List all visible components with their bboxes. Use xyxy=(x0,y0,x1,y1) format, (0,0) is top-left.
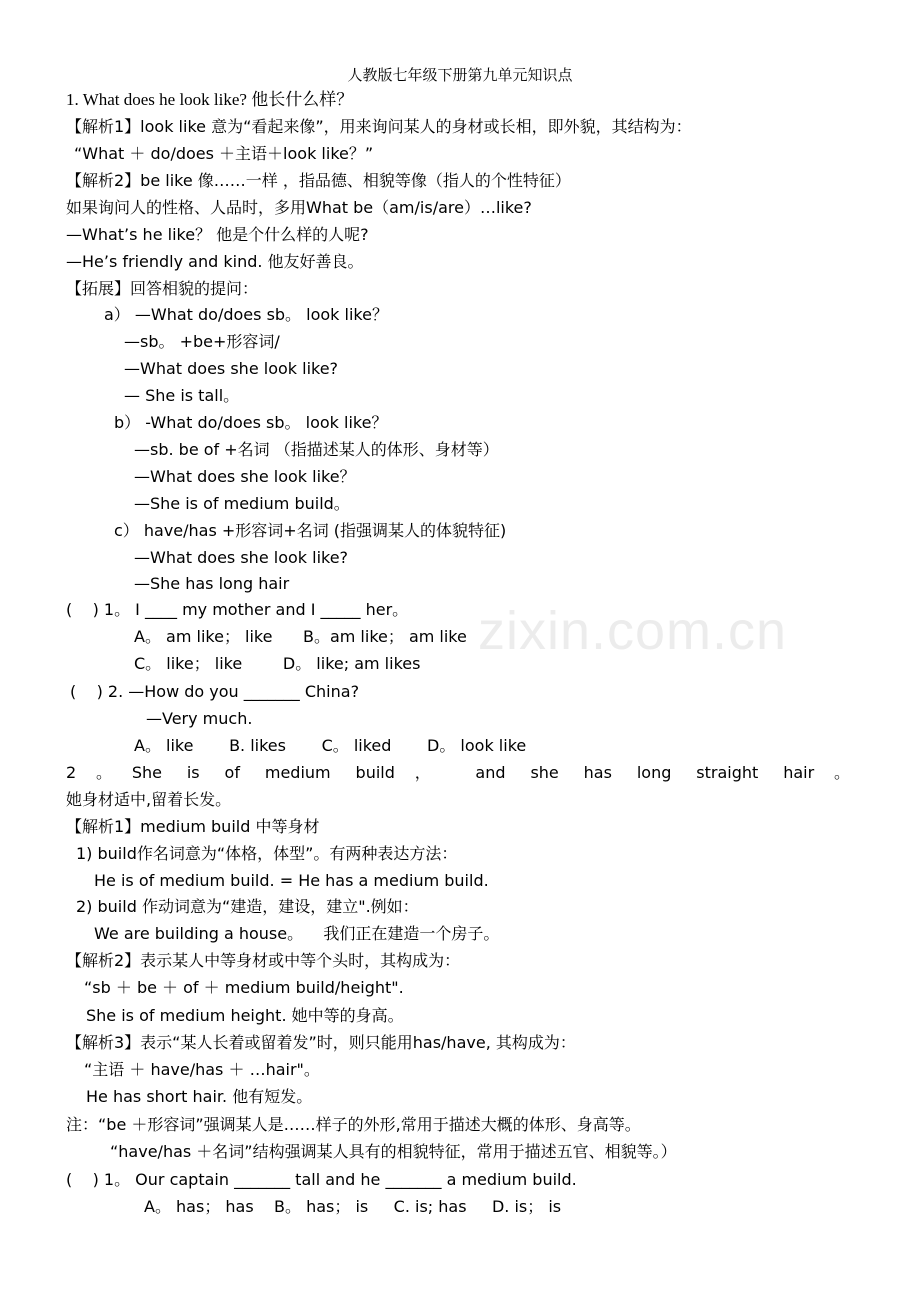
analysis-2-line: 【解析2】be like 像……一样 ，指品德、相貌等像（指人的个性特征） xyxy=(66,171,571,190)
extension-heading: 【拓展】回答相貌的提问： xyxy=(66,279,259,298)
section-title-2: 2。She is of medium build， and she has long straight hair。 xyxy=(66,763,850,782)
example-line: We are building a house。 我们正在建造一个房子。 xyxy=(94,924,500,943)
example-line: He has short hair. 他有短发。 xyxy=(86,1087,313,1106)
list-item: —sb。 +be+形容词/ xyxy=(124,332,280,351)
exercise-answer: —Very much. xyxy=(146,709,253,728)
exercise-options: A。 has； has B。 has； is C. is; has D. is； is xyxy=(144,1197,562,1216)
translation-line: 她身材适中,留着长发。 xyxy=(66,790,232,809)
analysis-2-line: 【解析2】表示某人中等身材或中等个头时，其构成为： xyxy=(66,951,461,970)
section-title-1: 1. What does he look like? 他长什么样？ xyxy=(66,90,354,109)
example-line: He is of medium build. = He has a medium build. xyxy=(94,871,489,890)
list-item: —What does she look like? xyxy=(124,359,339,378)
example-line: She is of medium height. 她中等的身高。 xyxy=(86,1006,404,1025)
exercise-options: A。 like B. likes C。 liked D。 look like xyxy=(134,736,527,755)
analysis-1-line: 【解析1】look like 意为“看起来像”，用来询问某人的身材或长相，即外貌，其结构为： xyxy=(66,117,692,136)
page-header: 人教版七年级下册第九单元知识点 xyxy=(347,66,573,84)
list-item: — She is tall。 xyxy=(124,386,240,405)
analysis-3-line: 【解析3】表示“某人长着或留着发”时，则只能用has/have, 其构成为： xyxy=(66,1033,576,1052)
structure-line: “主语 ＋ have/has ＋ …hair"。 xyxy=(84,1060,320,1079)
exercise-options: A。 am like； like B。am like； am like xyxy=(134,627,467,646)
watermark: zixin.com.cn xyxy=(478,601,788,661)
note-line: “have/has ＋名词”结构强调某人具有的相貌特征，常用于描述五官、相貌等。） xyxy=(110,1142,677,1161)
exercise-question: ( ) 1。 I ____ my mother and I _____ her。 xyxy=(66,600,409,619)
structure-line: “What ＋ do/does ＋主语＋look like？” xyxy=(74,144,374,163)
exercise-options: C。 like； like D。 like; am likes xyxy=(134,654,421,673)
list-item: b） -What do/does sb。 look like？ xyxy=(114,413,388,432)
list-item: a） —What do/does sb。 look like？ xyxy=(104,305,388,324)
exercise-question: ( ) 1。 Our captain _______ tall and he _______ a medium build. xyxy=(66,1170,577,1189)
note-line: 注：“be ＋形容词”强调某人是……样子的外形,常用于描述大概的体形、身高等。 xyxy=(66,1115,641,1134)
list-item: —What does she look like? xyxy=(134,548,349,567)
list-item: —She is of medium build。 xyxy=(134,494,350,513)
list-item: —She has long hair xyxy=(134,574,290,593)
list-item: —What does she look like？ xyxy=(134,467,356,486)
exercise-question: ( ) 2. —How do you _______ China? xyxy=(70,682,360,701)
list-item: —sb. be of +名词 （指描述某人的体形、身材等） xyxy=(134,440,499,459)
list-item: c） have/has +形容词+名词 (指强调某人的体貌特征) xyxy=(114,521,507,540)
text-line: 1) build作名词意为“体格，体型”。有两种表达方法： xyxy=(76,844,458,863)
dialog-line: —He’s friendly and kind. 他友好善良。 xyxy=(66,252,364,271)
text-line: 2) build 作动词意为“建造，建设，建立".例如： xyxy=(76,897,419,916)
analysis-1-line: 【解析1】medium build 中等身材 xyxy=(66,817,320,836)
dialog-line: —What’s he like？ 他是个什么样的人呢? xyxy=(66,225,369,244)
text-line: 如果询问人的性格、人品时，多用What be（am/is/are）…like? xyxy=(66,198,532,217)
structure-line: “sb ＋ be ＋ of ＋ medium build/height". xyxy=(84,978,404,997)
